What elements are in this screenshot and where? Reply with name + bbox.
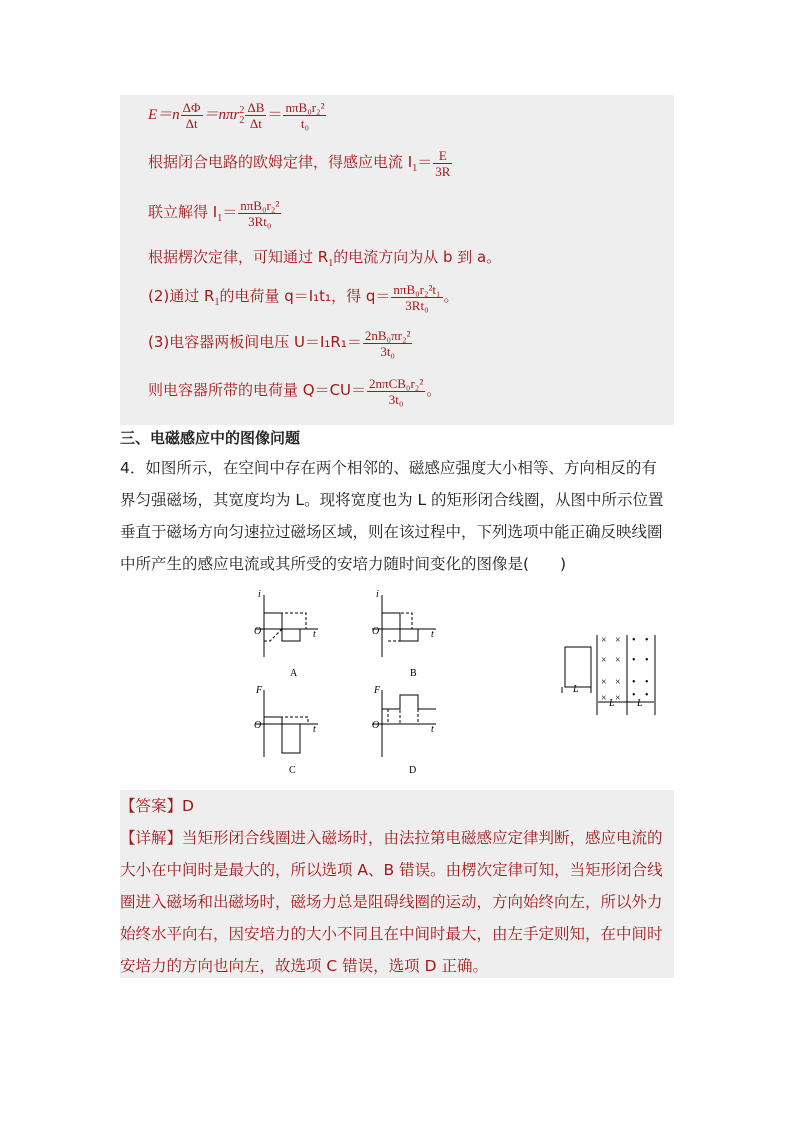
question-figure — [0, 585, 793, 785]
question-line: 4．如图所示，在空间中存在两个相邻的、磁感应强度大小相等、方向相反的有 — [120, 459, 657, 477]
detail-text: 大小在中间时是最大的，所以选项 A、B 错误。由楞次定律可知，当矩形闭合线 — [120, 861, 663, 879]
axis-t-c: t — [313, 724, 316, 735]
graph-d — [372, 690, 436, 757]
frac-num: ΔΦ — [182, 100, 201, 115]
origin-a: O — [254, 626, 262, 637]
cross-mark: × — [601, 635, 607, 646]
question-line: 中所产生的感应电流或其所受的安培力随时间变化的图像是( ) — [120, 555, 567, 573]
axis-f-d: F — [374, 685, 381, 696]
lenz-line — [148, 246, 501, 269]
frac-current — [238, 198, 281, 229]
detail-line — [120, 822, 674, 854]
frac-den: 3R — [435, 164, 451, 179]
axis-t-d: t — [431, 724, 434, 735]
section-title: 三、电磁感应中的图像问题 — [120, 429, 301, 447]
emf-sub: 2 — [239, 114, 245, 126]
dot-mark: • — [632, 677, 636, 688]
voltage-text: (3)电容器两板间电压 U＝I₁R₁＝ — [148, 332, 362, 351]
frac-num: nπB₀r₂² — [285, 100, 325, 115]
frac-num: nπB₀r₂²t₁ — [393, 282, 441, 297]
emf-lhs: E＝n — [148, 106, 180, 123]
lenz-text: 根据楞次定律，可知通过 R — [148, 248, 329, 266]
lenz-text2: 的电流方向为从 b 到 a。 — [333, 248, 502, 266]
emf-mid: ＝nπr — [203, 106, 240, 123]
charge-text2: 的电荷量 q＝I₁t₁，得 q＝ — [219, 286, 391, 305]
graph-b — [372, 595, 436, 657]
equals: ＝ — [222, 204, 238, 221]
frac-dphi-dt — [181, 100, 203, 131]
frac-den: 3Rt₀ — [405, 298, 429, 313]
charge-text: (2)通过 R — [148, 286, 215, 305]
cross-mark: × — [615, 655, 621, 666]
cross-mark: × — [601, 693, 607, 704]
label-a: A — [290, 668, 298, 679]
frac-db-dt — [245, 100, 266, 131]
frac-num: E — [433, 148, 452, 164]
question-line: 垂直于磁场方向匀速拉过磁场区域，则在该过程中，下列选项中能正确反映线圈 — [120, 523, 663, 541]
detail-text: 安培力的方向也向左，故选项 C 错误，选项 D 正确。 — [120, 957, 488, 975]
axis-f-c: F — [256, 685, 263, 696]
frac-den: 3t₀ — [388, 392, 404, 407]
frac-den: 3t₀ — [380, 344, 395, 359]
dot-mark: • — [645, 677, 649, 688]
axis-i-a: i — [258, 589, 261, 600]
question-text — [120, 452, 676, 580]
lenz-sub: 1 — [328, 258, 334, 269]
solve-text: 联立解得 I — [148, 202, 218, 221]
label-d: D — [409, 765, 417, 776]
ohm-text: 根据闭合电路的欧姆定律，得感应电流 I — [148, 152, 413, 171]
frac-den: t₀ — [300, 116, 310, 131]
equals: ＝ — [267, 106, 283, 123]
frac-e-3r — [433, 148, 452, 179]
answer-value: D — [182, 797, 194, 815]
detail-tag: 【详解】 — [120, 829, 183, 847]
origin-d: O — [372, 720, 380, 731]
dot-mark: • — [632, 655, 636, 666]
cross-mark: × — [615, 635, 621, 646]
dot-mark: • — [645, 690, 649, 701]
frac-result — [283, 100, 326, 131]
equals: ＝ — [417, 154, 433, 171]
emf-equation — [148, 100, 327, 131]
frac-num: 2nB₀πr₂² — [364, 328, 411, 343]
dot-mark: • — [632, 635, 636, 646]
graph-c — [255, 690, 318, 757]
label-c: C — [289, 765, 296, 776]
detail-text: 圈进入磁场和出磁场时，磁场力总是阻碍线圈的运动，方向始终向左，所以外力 — [120, 893, 663, 911]
coil-width-label: L — [573, 684, 579, 695]
frac-den: Δt — [185, 116, 198, 131]
field1-width-label: L — [609, 698, 615, 709]
graph-a — [255, 595, 318, 657]
frac-charge — [391, 282, 442, 313]
capacitor-text: 则电容器所带的电荷量 Q＝CU＝ — [148, 380, 367, 399]
origin-c: O — [254, 720, 262, 731]
axis-t-a: t — [313, 629, 316, 640]
solve-sub: 1 — [217, 212, 223, 224]
emf-sup: 2 — [239, 104, 245, 116]
solve-line — [148, 198, 282, 229]
dot-mark: • — [645, 635, 649, 646]
answer-tag: 【答案】 — [120, 797, 183, 815]
field2-width-label: L — [637, 698, 643, 709]
frac-voltage — [363, 328, 413, 359]
frac-num: 2nπCB₀r₂² — [369, 376, 424, 391]
charge-line — [148, 282, 459, 313]
question-line: 界匀强磁场，其宽度均为 L。现将宽度也为 L 的矩形闭合线圈，从图中所示位置 — [120, 491, 664, 509]
capacitor-charge-line — [148, 376, 441, 407]
period: 。 — [443, 288, 459, 305]
ohm-law-line — [148, 148, 453, 179]
detail-text: 始终水平向右，因安培力的大小不同且在中间时最大，由左手定则知，在中间时 — [120, 925, 663, 943]
dot-mark: • — [645, 655, 649, 666]
origin-b: O — [372, 626, 380, 637]
ohm-sub: 1 — [412, 162, 418, 174]
frac-den: 3Rt₀ — [248, 214, 272, 229]
detail-text: 当矩形闭合线圈进入磁场时，由法拉第电磁感应定律判断，感应电流的 — [182, 829, 663, 847]
dot-mark: • — [632, 690, 636, 701]
cross-mark: × — [601, 677, 607, 688]
frac-den: Δt — [249, 116, 262, 131]
answer-line — [120, 790, 674, 822]
frac-num: nπB₀r₂² — [240, 198, 280, 213]
axis-t-b: t — [431, 629, 434, 640]
cross-mark: × — [615, 693, 621, 704]
cross-mark: × — [615, 677, 621, 688]
charge-sub: 1 — [214, 296, 220, 308]
answer-block — [120, 790, 674, 978]
frac-cap — [367, 376, 425, 407]
voltage-line — [148, 328, 413, 359]
period: 。 — [426, 382, 442, 399]
axis-i-b: i — [376, 589, 379, 600]
label-b: B — [410, 668, 417, 679]
cross-mark: × — [601, 655, 607, 666]
frac-num: ΔB — [247, 100, 265, 115]
